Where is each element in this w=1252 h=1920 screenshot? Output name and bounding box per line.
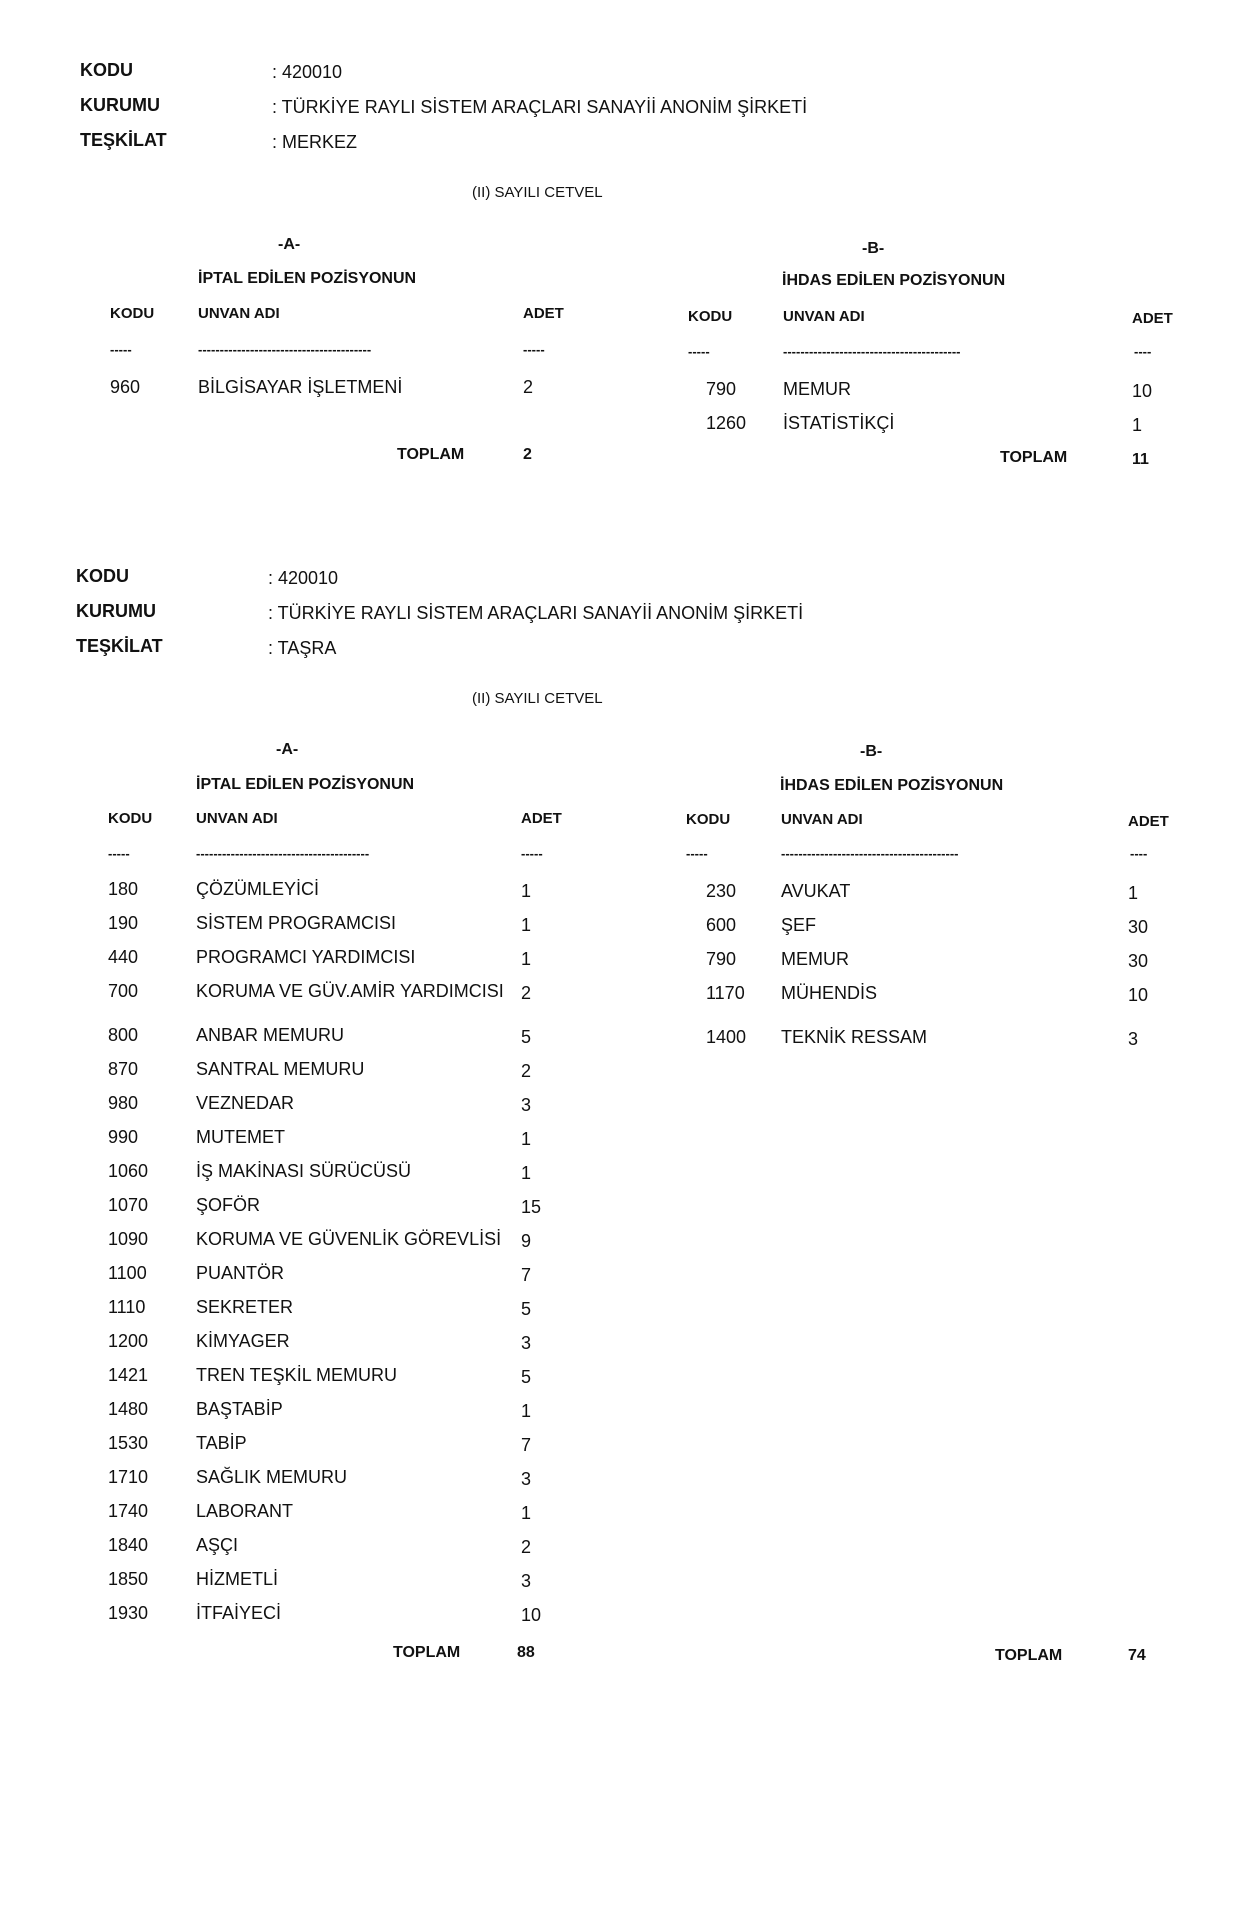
kurumu-value: : TÜRKİYE RAYLI SİSTEM ARAÇLARI SANAYİİ ANONİM ŞİRKETİ: [272, 97, 808, 117]
cell-kodu: 1480: [108, 1399, 149, 1419]
cell-unvan: PROGRAMCI YARDIMCISI: [196, 947, 416, 967]
cell-adet: 5: [521, 1027, 532, 1047]
cell-unvan: SİSTEM PROGRAMCISI: [196, 913, 397, 933]
cell-adet: 3: [521, 1095, 532, 1115]
cell-unvan: ANBAR MEMURU: [196, 1025, 345, 1045]
cell-unvan: BAŞTABİP: [196, 1399, 283, 1419]
dash-separator: ----: [1134, 344, 1152, 359]
cell-kodu: 230: [706, 881, 737, 901]
dash-separator: -----: [523, 342, 545, 357]
cell-unvan: SEKRETER: [196, 1297, 294, 1317]
column-header-unvan: UNVAN ADI: [783, 308, 865, 325]
cell-kodu: 1170: [706, 983, 745, 1003]
cell-unvan: MÜHENDİS: [781, 983, 878, 1003]
dash-separator: -----------------------------------------: [783, 344, 961, 359]
teskilat-value: : TAŞRA: [268, 638, 337, 658]
cell-unvan: MEMUR: [783, 379, 851, 399]
kodu-label: KODU: [76, 566, 129, 586]
cell-unvan: SAĞLIK MEMURU: [196, 1467, 348, 1487]
cell-adet: 1: [1128, 883, 1139, 903]
cell-kodu: 1090: [108, 1229, 149, 1249]
toplam-value: 11: [1132, 451, 1149, 468]
column-header-adet: ADET: [521, 810, 562, 827]
cell-unvan: BİLGİSAYAR İŞLETMENİ: [198, 377, 403, 397]
table-a-marker: -A-: [276, 741, 299, 758]
cell-adet: 7: [521, 1265, 532, 1285]
table-b-marker: -B-: [860, 743, 883, 760]
cell-adet: 10: [521, 1605, 542, 1625]
cell-kodu: 600: [706, 915, 737, 935]
cell-kodu: 1400: [706, 1027, 747, 1047]
cell-adet: 1: [521, 1163, 532, 1183]
cell-kodu: 440: [108, 947, 139, 967]
dash-separator: ----: [1130, 846, 1148, 861]
teskilat-label: TEŞKİLAT: [80, 130, 167, 150]
toplam-label: TOPLAM: [995, 1647, 1063, 1664]
dash-separator: -----: [110, 342, 132, 357]
cell-kodu: 1100: [108, 1263, 147, 1283]
toplam-value: 88: [517, 1644, 535, 1661]
cell-unvan: ÇÖZÜMLEYİCİ: [196, 879, 320, 899]
cell-kodu: 1060: [108, 1161, 149, 1181]
column-header-kodu: KODU: [688, 308, 733, 325]
cell-kodu: 870: [108, 1059, 139, 1079]
cell-adet: 7: [521, 1435, 532, 1455]
cell-kodu: 990: [108, 1127, 139, 1147]
cell-adet: 10: [1128, 985, 1149, 1005]
column-header-adet: ADET: [523, 305, 564, 322]
toplam-label: TOPLAM: [1000, 449, 1068, 466]
cetvel-caption: (II) SAYILI CETVEL: [472, 184, 603, 201]
table-b-title: İHDAS EDİLEN POZİSYONUN: [782, 272, 1006, 289]
cell-adet: 15: [521, 1197, 542, 1217]
cell-adet: 1: [1132, 415, 1143, 435]
toplam-value: 2: [523, 446, 532, 463]
dash-separator: -----: [108, 846, 130, 861]
column-header-unvan: UNVAN ADI: [781, 811, 863, 828]
cell-unvan: KORUMA VE GÜVENLİK GÖREVLİSİ: [196, 1229, 502, 1249]
kurumu-label: KURUMU: [76, 601, 156, 621]
cell-kodu: 980: [108, 1093, 139, 1113]
cell-unvan: ŞEF: [781, 915, 817, 935]
cell-adet: 1: [521, 881, 532, 901]
cell-kodu: 790: [706, 949, 737, 969]
cell-adet: 1: [521, 949, 532, 969]
cell-unvan: KİMYAGER: [196, 1331, 290, 1351]
cell-kodu: 1740: [108, 1501, 149, 1521]
cell-adet: 2: [521, 1537, 532, 1557]
cell-kodu: 1110: [108, 1297, 146, 1317]
column-header-adet: ADET: [1128, 813, 1169, 830]
cell-adet: 1: [521, 915, 532, 935]
dash-separator: -----: [688, 344, 710, 359]
cell-kodu: 700: [108, 981, 139, 1001]
cell-unvan: MEMUR: [781, 949, 849, 969]
kurumu-label: KURUMU: [80, 95, 160, 115]
cell-adet: 5: [521, 1367, 532, 1387]
dash-separator: ----------------------------------------: [198, 342, 372, 357]
dash-separator: -----------------------------------------: [781, 846, 959, 861]
cell-kodu: 800: [108, 1025, 139, 1045]
cell-kodu: 1070: [108, 1195, 149, 1215]
cell-adet: 30: [1128, 951, 1149, 971]
cell-kodu: 1710: [108, 1467, 149, 1487]
cell-adet: 2: [521, 1061, 532, 1081]
cell-adet: 30: [1128, 917, 1149, 937]
cell-unvan: SANTRAL MEMURU: [196, 1059, 365, 1079]
cell-unvan: İSTATİSTİKÇİ: [783, 413, 895, 433]
column-header-kodu: KODU: [686, 811, 731, 828]
cell-unvan: VEZNEDAR: [196, 1093, 295, 1113]
toplam-value: 74: [1128, 1647, 1146, 1664]
table-b-marker: -B-: [862, 240, 885, 257]
dash-separator: -----: [521, 846, 543, 861]
cell-kodu: 1421: [108, 1365, 149, 1385]
column-header-kodu: KODU: [108, 810, 153, 827]
cell-unvan: TABİP: [196, 1433, 247, 1453]
cell-kodu: 180: [108, 879, 139, 899]
cell-adet: 9: [521, 1231, 532, 1251]
teskilat-label: TEŞKİLAT: [76, 636, 163, 656]
cell-kodu: 190: [108, 913, 139, 933]
cetvel-caption: (II) SAYILI CETVEL: [472, 690, 603, 707]
table-a-marker: -A-: [278, 236, 301, 253]
cell-unvan: İŞ MAKİNASI SÜRÜCÜSÜ: [196, 1161, 412, 1181]
cell-unvan: İTFAİYECİ: [196, 1603, 282, 1623]
dash-separator: ----------------------------------------: [196, 846, 370, 861]
cell-unvan: TREN TEŞKİL MEMURU: [196, 1365, 398, 1385]
cell-adet: 3: [521, 1469, 532, 1489]
column-header-unvan: UNVAN ADI: [196, 810, 278, 827]
cell-adet: 2: [521, 983, 532, 1003]
cell-adet: 3: [521, 1571, 532, 1591]
cell-unvan: ŞOFÖR: [196, 1195, 261, 1215]
cell-unvan: PUANTÖR: [196, 1263, 285, 1283]
cell-adet: 1: [521, 1401, 532, 1421]
table-b-title: İHDAS EDİLEN POZİSYONUN: [780, 777, 1004, 794]
cell-unvan: HİZMETLİ: [196, 1569, 279, 1589]
cell-unvan: TEKNİK RESSAM: [781, 1027, 928, 1047]
kodu-value: : 420010: [268, 568, 339, 588]
cell-kodu: 1840: [108, 1535, 149, 1555]
column-header-kodu: KODU: [110, 305, 155, 322]
cell-kodu: 1930: [108, 1603, 149, 1623]
cell-adet: 10: [1132, 381, 1153, 401]
toplam-label: TOPLAM: [397, 446, 465, 463]
kurumu-value: : TÜRKİYE RAYLI SİSTEM ARAÇLARI SANAYİİ ANONİM ŞİRKETİ: [268, 603, 804, 623]
cell-unvan: MUTEMET: [196, 1127, 285, 1147]
cell-adet: 1: [521, 1503, 532, 1523]
cell-adet: 1: [521, 1129, 532, 1149]
cell-kodu: 1260: [706, 413, 747, 433]
cell-kodu: 1200: [108, 1331, 149, 1351]
dash-separator: -----: [686, 846, 708, 861]
cell-adet: 5: [521, 1299, 532, 1319]
column-header-adet: ADET: [1132, 310, 1173, 327]
cell-kodu: 790: [706, 379, 737, 399]
cell-kodu: 960: [110, 377, 141, 397]
teskilat-value: : MERKEZ: [272, 132, 358, 152]
cell-adet: 3: [521, 1333, 532, 1353]
kodu-label: KODU: [80, 60, 133, 80]
cell-kodu: 1530: [108, 1433, 149, 1453]
column-header-unvan: UNVAN ADI: [198, 305, 280, 322]
cell-unvan: LABORANT: [196, 1501, 294, 1521]
cell-unvan: KORUMA VE GÜV.AMİR YARDIMCISI: [196, 981, 504, 1001]
cell-adet: 3: [1128, 1029, 1139, 1049]
cell-adet: 2: [523, 377, 534, 397]
cell-unvan: AVUKAT: [781, 881, 851, 901]
table-a-title: İPTAL EDİLEN POZİSYONUN: [196, 776, 415, 793]
cell-kodu: 1850: [108, 1569, 149, 1589]
kodu-value: : 420010: [272, 62, 343, 82]
toplam-label: TOPLAM: [393, 1644, 461, 1661]
cell-unvan: AŞÇI: [196, 1535, 239, 1555]
table-a-title: İPTAL EDİLEN POZİSYONUN: [198, 270, 417, 287]
